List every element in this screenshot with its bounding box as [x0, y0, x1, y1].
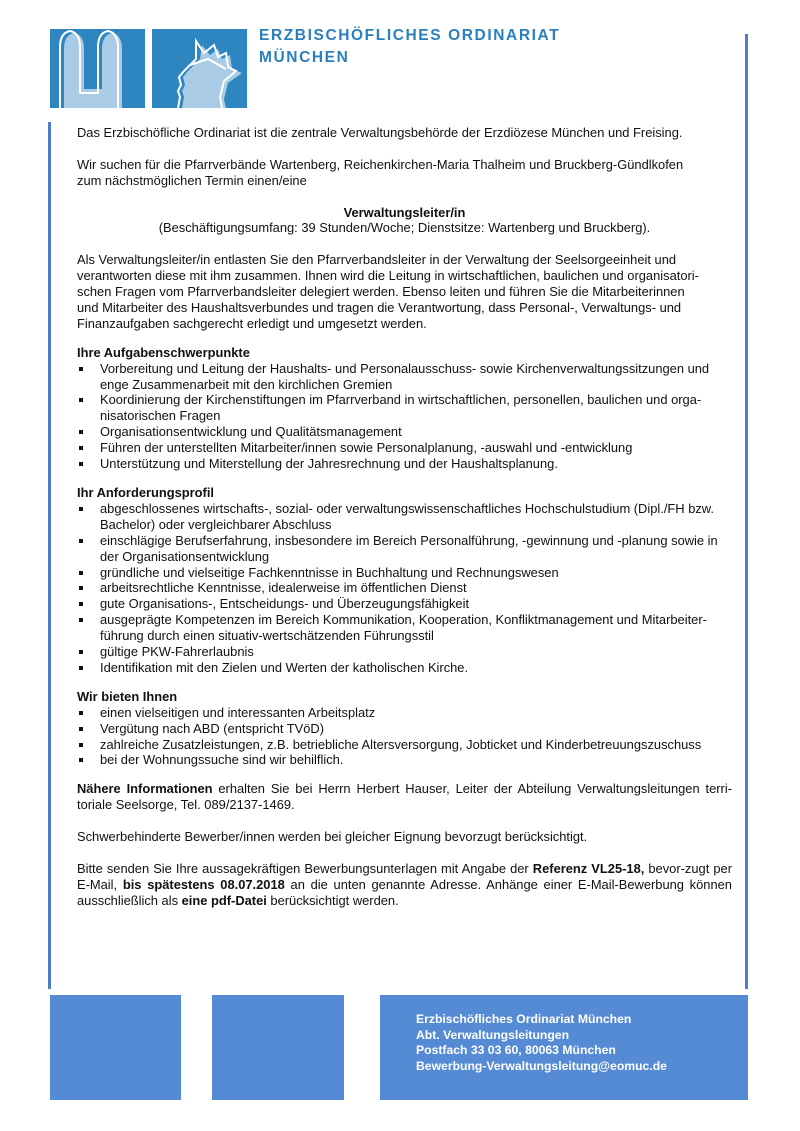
frauenkirche-towers-icon — [50, 29, 145, 108]
tasks-list — [77, 361, 732, 472]
list-item: zahlreiche Zusatzleistungen, z.B. betriebliche Altersversorgung, Jobticket und Kinderbetreuungszuschuss — [77, 737, 732, 753]
disability-note: Schwerbehinderte Bewerber/innen werden bei gleicher Eignung bevorzugt berücksichtigt. — [77, 829, 588, 845]
list-item: Unterstützung und Miterstellung der Jahresrechnung und der Haushaltsplanung. — [77, 456, 732, 472]
org-header — [259, 25, 560, 69]
logo-moor-head — [152, 29, 247, 108]
search-line-2: zum nächstmöglichen Termin einen/eine — [77, 172, 307, 188]
right-frame-line — [745, 34, 748, 989]
footer-box-2 — [212, 995, 344, 1100]
contact-info-lead: Nähere Informationen — [77, 781, 213, 797]
footer-address-box — [380, 995, 748, 1100]
footer-box-1 — [50, 995, 181, 1100]
application-text: berücksichtigt werden. — [266, 892, 399, 908]
left-frame-line — [48, 122, 51, 989]
description-line: Als Verwaltungsleiter/in entlasten Sie den Pfarrverbandsleiter in der Verwaltung der Seelsorgeeinheit und — [77, 252, 677, 268]
benefits-list — [77, 705, 732, 769]
description-line: verantworten diese mit ihm zusammen. Ihnen wird die Leitung in wirtschaftlichen, baulichen und organisatori- — [77, 268, 699, 284]
list-item: gründliche und vielseitige Fachkenntnisse in Buchhaltung und Rechnungswesen — [77, 565, 732, 581]
list-item: gültige PKW-Fahrerlaubnis — [77, 644, 732, 660]
footer-address — [416, 1012, 667, 1074]
list-item: arbeitsrechtliche Kenntnisse, idealerweise im öffentlichen Dienst — [77, 580, 732, 596]
description-line: und Mitarbeiter des Haushaltsverbundes und tragen die Verantwortung, dass Personal-, Verwaltungs- und — [77, 299, 682, 315]
contact-info-paragraph — [77, 781, 732, 813]
logo-towers — [50, 29, 145, 108]
contact-info-text: erhalten Sie bei Herrn Herbert Hauser, Leiter der Abteilung Verwaltungsleitungen terri-toriale Seelsorge, Tel. 089/2137-1469. — [77, 781, 732, 813]
crowned-moor-head-icon — [152, 29, 247, 108]
section-heading-benefits: Wir bieten Ihnen — [77, 688, 178, 704]
org-name-line1: ERZBISCHÖFLICHES ORDINARIAT — [259, 27, 561, 44]
list-item: gute Organisations-, Entscheidungs- und Überzeugungsfähigkeit — [77, 596, 732, 612]
application-text: Bitte senden Sie Ihre aussagekräftigen Bewerbungsunterlagen mit Angabe der — [77, 860, 533, 876]
description-line: schen Fragen vom Pfarrverbandsleiter delegiert werden. Ebenso leiten und führen Sie die Mitarbeiterinnen — [77, 284, 685, 300]
position-subtitle: (Beschäftigungsumfang: 39 Stunden/Woche; Dienstsitze: Wartenberg und Bruckberg). — [158, 220, 651, 236]
reference-number: Referenz VL25-18, — [532, 860, 645, 876]
footer-postal-address: Postfach 33 03 60, 80063 München — [416, 1043, 616, 1057]
search-line-1: Wir suchen für die Pfarrverbände Wartenberg, Reichenkirchen-Maria Thalheim und Bruckberg-Gündlkofen — [77, 156, 684, 172]
list-item: einschlägige Berufserfahrung, insbesondere im Bereich Personalführung, -gewinnung und -planung sowie in der Organisationsentwicklung — [77, 533, 732, 565]
deadline: bis spätestens 08.07.2018 — [122, 876, 285, 892]
application-paragraph — [77, 861, 732, 909]
search-paragraph — [77, 157, 732, 189]
list-item: ausgeprägte Kompetenzen im Bereich Kommunikation, Kooperation, Konfliktmanagement und Mitarbeiter-führung durch einen situativ-wertschätzenden Führungsstil — [77, 612, 732, 644]
requirements-list — [77, 501, 732, 676]
section-heading-requirements: Ihr Anforderungsprofil — [77, 484, 215, 500]
list-item: Organisationsentwicklung und Qualitätsmanagement — [77, 424, 732, 440]
footer-department: Abt. Verwaltungsleitungen — [416, 1027, 570, 1042]
description-line: Finanzaufgaben sachgerecht erledigt und umgesetzt werden. — [77, 315, 427, 331]
description-paragraph — [77, 252, 732, 332]
list-item: Vergütung nach ABD (entspricht TVöD) — [77, 721, 732, 737]
list-item: einen vielseitigen und interessanten Arbeitsplatz — [77, 705, 732, 721]
list-item: bei der Wohnungssuche sind wir behilflich. — [77, 752, 732, 768]
section-heading-tasks: Ihre Aufgabenschwerpunkte — [77, 344, 250, 360]
footer-org-name: Erzbischöfliches Ordinariat München — [416, 1012, 632, 1026]
list-item: Vorbereitung und Leitung der Haushalts- und Personalausschuss- sowie Kirchenverwaltungssitzungen und enge Zusammenarbeit mit den kirchlichen Gremien — [77, 361, 732, 393]
list-item: abgeschlossenes wirtschafts-, sozial- oder verwaltungswissenschaftliches Hochschulstudium (Dipl./FH bzw. Bachelor) oder vergleichbarer Abschluss — [77, 501, 732, 533]
application-text: an die unten genannte Adresse. Anhänge einer E-Mail-Bewerbung können ausschließlich als — [77, 876, 732, 908]
job-posting-body — [77, 125, 732, 909]
list-item: Führen der unterstellten Mitarbeiter/innen sowie Personalplanung, -auswahl und -entwicklung — [77, 440, 732, 456]
footer-email-link[interactable]: Bewerbung-Verwaltungsleitung@eomuc.de — [416, 1058, 667, 1073]
file-format-requirement: eine pdf-Datei — [181, 892, 267, 908]
position-title: Verwaltungsleiter/in — [343, 204, 466, 220]
intro-paragraph: Das Erzbischöfliche Ordinariat ist die zentrale Verwaltungsbehörde der Erzdiözese München und Freising. — [77, 125, 683, 140]
list-item: Koordinierung der Kirchenstiftungen im Pfarrverband in wirtschaftlichen, personellen, baulichen und orga-nisatorischen Fragen — [77, 392, 732, 424]
org-name-line2: MÜNCHEN — [259, 49, 350, 66]
list-item: Identifikation mit den Zielen und Werten der katholischen Kirche. — [77, 660, 732, 676]
application-text: bevor-zugt per E-Mail, — [77, 860, 732, 892]
